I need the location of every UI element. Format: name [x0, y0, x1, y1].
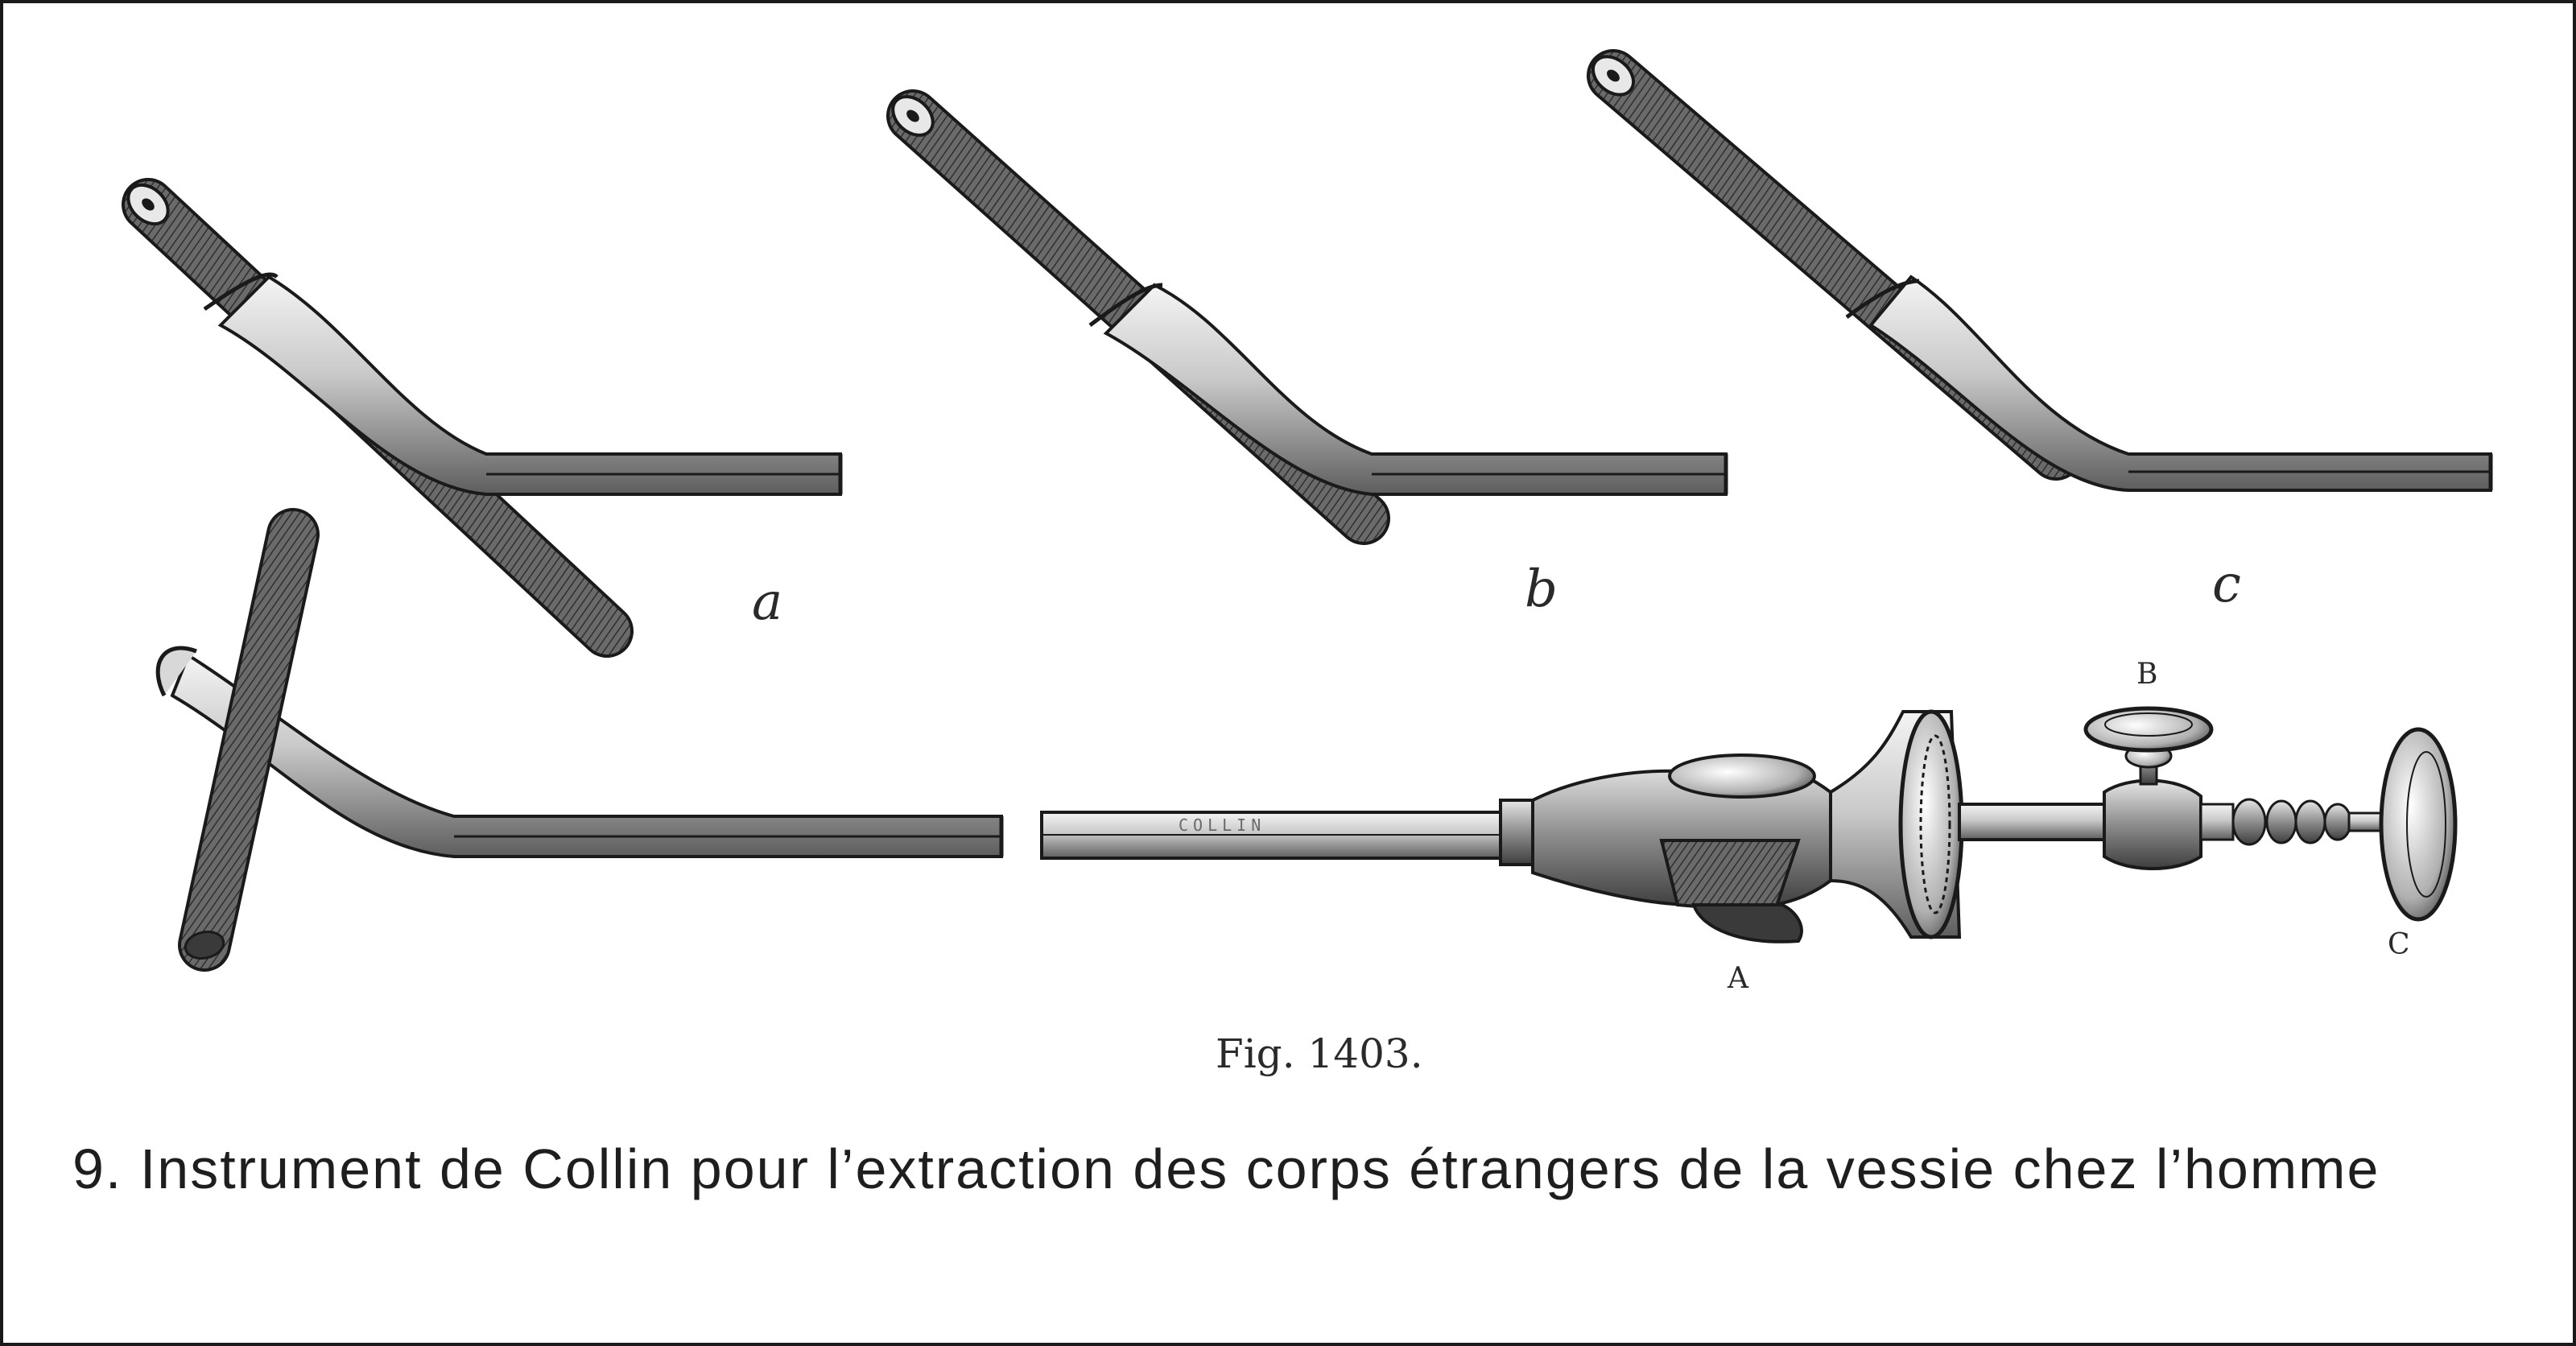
engraving-collin: COLLIN [1179, 815, 1266, 835]
figure-caption: 9. Instrument de Collin pour l’extraction des corps étrangers de la vessie chez l’homme [72, 1137, 2380, 1200]
rear-rod [1959, 708, 2455, 919]
bell [1831, 712, 1962, 937]
instrument-assembled [158, 535, 2455, 962]
instrument-b [886, 89, 1726, 518]
label-A: A [1728, 962, 1748, 995]
instrument-a [121, 177, 840, 631]
steel-jaw-a [204, 275, 840, 494]
shaft [1042, 800, 1533, 865]
label-B: B [2136, 658, 2158, 691]
label-b: b [1525, 559, 1558, 619]
label-a: a [752, 572, 783, 632]
handle [1533, 755, 1831, 942]
lever-a [1694, 905, 1802, 942]
instrument-c [1586, 49, 2491, 490]
valve-knob-b [2086, 708, 2211, 750]
label-c: c [2212, 555, 2241, 614]
label-C: C [2388, 928, 2410, 961]
figure-number: Fig. 1403. [1216, 1030, 1423, 1077]
